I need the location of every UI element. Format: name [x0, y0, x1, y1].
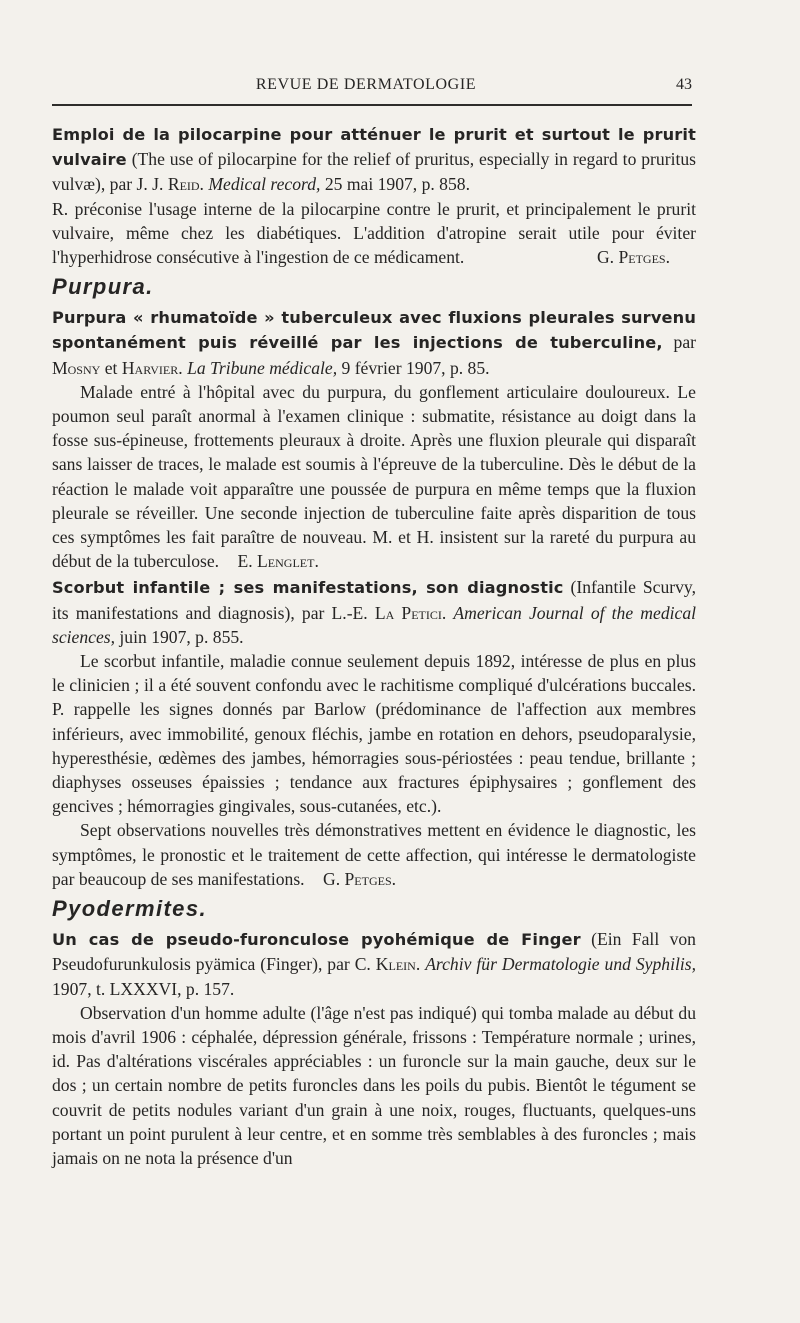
scorbut-abstract-1: [52, 649, 696, 818]
abstract-text: Le scorbut infantile, maladie connue seulement depuis 1892, intéresse de plus en plus le clinicien ; il a été souvent confondu avec le rachitisme compliqué d'ulcérations buccales. P. rappelle les signes donnés par Barlow (prédominance de l'affection aux membres inférieurs, avec immobilité, genoux fléchis, jambe en rotation en dehors, pseudoparalysie, hyperesthésie, œdèmes des jambes, hémorragies sous-périostées : peau tendue, brillante ; diaphyses osseuses épaissies ; tendance aux fractures épiphysaires ; gonflement des gencives ; hémorragies gingivales, sous-cutanées, etc.).: [52, 651, 696, 817]
journal-name: Archiv für Dermatologie und Syphilis,: [425, 954, 696, 975]
citation-date: juin 1907, p. 855.: [119, 626, 244, 647]
abstract-text: R. préconise l'usage interne de la pilocarpine contre le prurit, et principalement le prurit vulvaire, même chez les diabétiques. L'addition d'atropine serait utile pour éviter l'hyperhidrose consécutive à l'ingestion de ce médicament.: [52, 198, 696, 268]
journal-name: American Journal of the medical sciences,: [52, 602, 697, 647]
author-name: La Petici.: [374, 602, 447, 623]
page-body: [52, 122, 696, 1170]
reviewer-signature: G. Petges.: [323, 868, 397, 889]
page-number: 43: [676, 76, 692, 93]
journal-name: Medical record,: [208, 174, 321, 195]
citation-text: (The use of pilocarpine for the relief of pruritus, especially in regard to pruritus vulvæ), par J. J.: [52, 149, 696, 195]
abstract-text: Observation d'un homme adulte (l'âge n'est pas indiqué) qui tomba malade au début du mois d'avril 1906 : céphalée, dépression générale, frissons : Température normale ; urines, id. Pas d'altérations viscérales appréciables : un furoncle sur la main gauche, deux sur le dos ; un certain nombre de petits furoncles dans les poils du pubis. Bientôt le tégument se couvrit de petits nodules variant d'un grain à une noix, rouges, fluctuants, quelques-uns portant un point purulent à leur centre, et en somme très semblables à des furoncles ; mais jamais on ne nota la présence d'un: [52, 1002, 696, 1168]
reviewer-signature: E. Lenglet.: [237, 551, 319, 572]
scorbut-citation: [52, 575, 696, 649]
article-title: Emploi de la pilocarpine pour atténuer le prurit et surtout le prurit vulvaire: [52, 125, 696, 170]
citation-date: 9 février 1907, p. 85.: [341, 357, 490, 378]
journal-title: REVUE DE DERMATOLOGIE: [255, 76, 477, 93]
purpura-citation: [52, 305, 696, 380]
author-name: Harvier.: [121, 357, 183, 378]
citation-text: par: [673, 332, 696, 353]
running-header: [52, 74, 692, 98]
header-rule: [52, 104, 692, 106]
pyodermites-citation: [52, 927, 696, 1001]
pilocarpine-citation: [52, 122, 696, 197]
journal-name: La Tribune médicale,: [187, 357, 338, 378]
pyodermites-abstract: [52, 1001, 696, 1170]
section-heading-pyodermites: Pyodermites.: [52, 896, 207, 922]
reviewer-signature: G. Petges.: [596, 247, 670, 268]
author-name: Klein.: [375, 954, 421, 975]
citation-date: 25 mai 1907, p. 858.: [324, 174, 470, 195]
article-title: Purpura « rhumatoïde » tuberculeux avec fluxions pleurales survenu spontanément puis réveillé par les injections de tuberculine,: [52, 308, 696, 353]
citation-date: 1907, t. LXXXVI, p. 157.: [52, 978, 235, 999]
citation-text: (Infantile Scurvy, its manifestations and diagnosis), par L.-E.: [52, 577, 696, 623]
abstract-text: Malade entré à l'hôpital avec du purpura, du gonflement articulaire douloureux. Le poumon seul paraît anormal à l'examen clinique : submatite, résistance au doigt dans la fosse sus-épineuse, frottements pleuraux à droite. Après une fluxion pleurale qui disparaît sans laisser de traces, le malade est soumis à l'épreuve de la tuberculine. Dès le début de la réaction le malade voit apparaître une poussée de purpura en même temps que la fluxion pleurale se réveiller. Une seconde injection de tuberculine faite après disparition de tous ces symptômes les fait paraître de nouveau. M. et H. insistent sur la rareté du purpura au début de la tuberculose.: [52, 381, 696, 572]
purpura-abstract: [52, 380, 696, 574]
article-title: Un cas de pseudo-furonculose pyohémique de Finger: [52, 930, 581, 950]
scorbut-abstract-2: [52, 818, 696, 891]
pilocarpine-abstract: [52, 197, 696, 270]
author-joiner: et: [104, 357, 118, 378]
author-name: Reid.: [167, 174, 204, 195]
author-name: Mosny: [52, 357, 101, 378]
section-heading-purpura: Purpura.: [52, 274, 154, 300]
article-title: Scorbut infantile ; ses manifestations, son diagnostic: [52, 578, 564, 598]
abstract-text: Sept observations nouvelles très démonstratives mettent en évidence le diagnostic, les symptômes, le pronostic et le traitement de cette affection, qui intéresse le dermatologiste par beaucoup de ses manifestations.: [52, 820, 696, 889]
citation-text: (Ein Fall von Pseudofurunkulosis pyämica (Finger), par C.: [52, 929, 696, 975]
